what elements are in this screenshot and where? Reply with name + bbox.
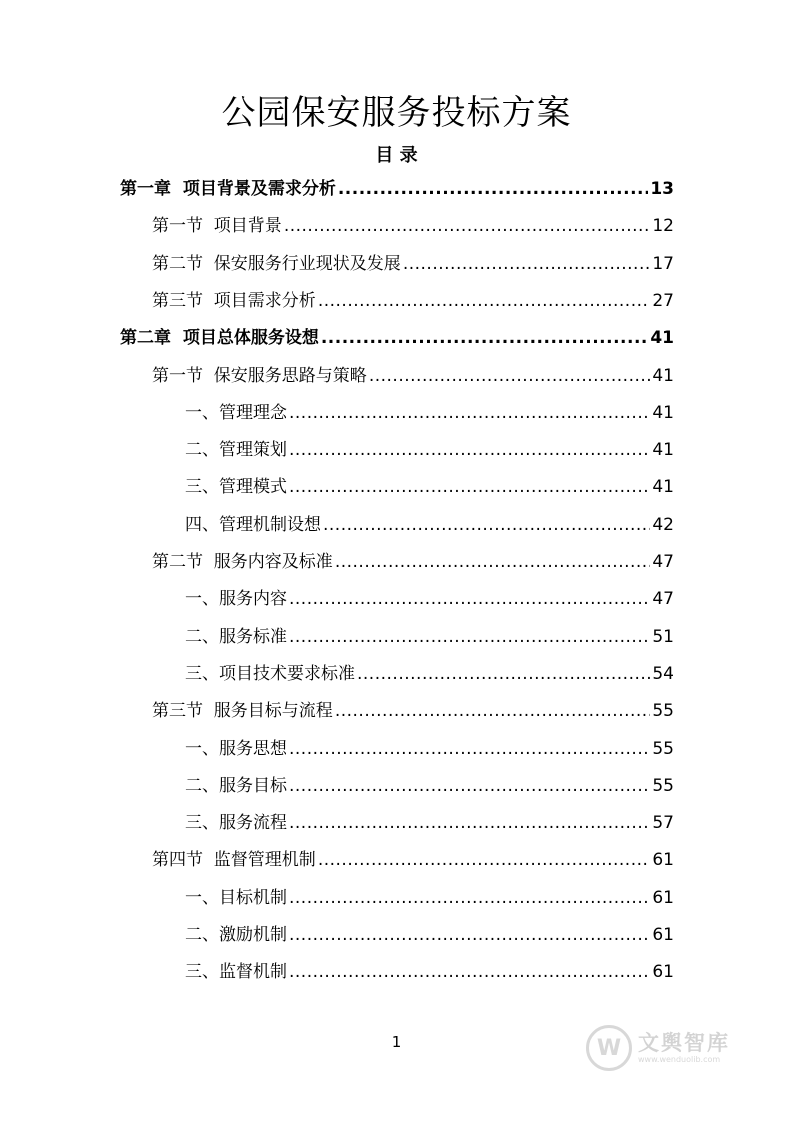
toc-subsection-entry[interactable]: [185, 959, 674, 985]
toc-section-entry[interactable]: [152, 288, 674, 314]
toc-entry-label: 三、管理模式: [185, 477, 287, 498]
toc-leader-dots: [289, 586, 650, 612]
toc-entry-page: 55: [652, 738, 674, 759]
toc-entry-label: 第二章 项目总体服务设想: [120, 328, 319, 349]
toc-entry-page: 41: [652, 440, 674, 461]
toc-entry-page: 13: [650, 179, 674, 199]
toc-section-entry[interactable]: [152, 698, 674, 724]
toc-entry-label: 一、服务思想: [185, 738, 287, 759]
toc-subsection-entry[interactable]: [185, 736, 674, 762]
toc-entry-label: 一、管理理念: [185, 402, 287, 423]
toc-entry-label: 第二节 保安服务行业现状及发展: [152, 253, 401, 274]
toc-entry-label: 一、目标机制: [185, 887, 287, 908]
toc-entry-page: 41: [652, 477, 674, 498]
toc-entry-label: 三、监督机制: [185, 962, 287, 983]
toc-entry-label: 三、项目技术要求标准: [185, 663, 355, 684]
toc-entry-label: 第一节 保安服务思路与策略: [152, 365, 367, 386]
toc-subsection-entry[interactable]: [185, 437, 674, 463]
toc-entry-page: 51: [652, 626, 674, 647]
toc-leader-dots: [289, 922, 650, 948]
toc-leader-dots: [289, 959, 650, 985]
toc-entry-page: 12: [652, 216, 674, 237]
toc-leader-dots: [289, 773, 650, 799]
toc-leader-dots: [403, 251, 651, 277]
toc-leader-dots: [289, 624, 650, 650]
toc-subsection-entry[interactable]: [185, 512, 674, 538]
toc-leader-dots: [289, 885, 650, 911]
toc-subsection-entry[interactable]: [185, 885, 674, 911]
toc-leader-dots: [335, 549, 651, 575]
toc-entry-label: 第一章 项目背景及需求分析: [120, 179, 336, 199]
toc-entry-page: 61: [652, 887, 674, 908]
toc-entry-page: 41: [650, 328, 674, 349]
toc-chapter-entry[interactable]: [120, 325, 674, 351]
toc-section-entry[interactable]: [152, 549, 674, 575]
toc-subsection-entry[interactable]: [185, 810, 674, 836]
toc-entry-label: 第三节 项目需求分析: [152, 290, 316, 311]
toc-subsection-entry[interactable]: [185, 474, 674, 500]
toc-entry-page: 41: [652, 365, 674, 386]
toc-entry-page: 61: [652, 850, 674, 871]
toc-leader-dots: [357, 661, 650, 687]
toc-entry-page: 61: [652, 962, 674, 983]
toc-entry-page: 27: [652, 290, 674, 311]
toc-leader-dots: [289, 437, 650, 463]
toc-entry-label: 四、管理机制设想: [185, 514, 321, 535]
toc-entry-page: 57: [652, 813, 674, 834]
watermark-url: www.wenduolib.com: [638, 1055, 721, 1064]
toc-entry-label: 第一节 项目背景: [152, 216, 282, 237]
toc-entry-page: 41: [652, 402, 674, 423]
toc-section-entry[interactable]: [152, 251, 674, 277]
toc-entry-page: 42: [652, 514, 674, 535]
toc-leader-dots: [289, 736, 650, 762]
toc-leader-dots: [318, 847, 651, 873]
toc-entry-page: 47: [652, 589, 674, 610]
toc-entry-label: 第三节 服务目标与流程: [152, 701, 333, 722]
toc-leader-dots: [369, 363, 651, 389]
toc-entry-label: 二、激励机制: [185, 925, 287, 945]
toc-entry-label: 二、管理策划: [185, 440, 287, 461]
toc-entry-label: 二、服务标准: [185, 626, 287, 647]
toc-entry-page: 55: [652, 701, 674, 722]
watermark-logo-icon: W: [586, 1025, 632, 1071]
toc-subsection-entry[interactable]: [185, 624, 674, 650]
toc-leader-dots: [335, 698, 651, 724]
toc-entry-label: 二、服务目标: [185, 775, 287, 796]
watermark-name: 文舆智库: [638, 1031, 730, 1055]
toc-entry-label: 第二节 服务内容及标准: [152, 552, 333, 572]
toc-subsection-entry[interactable]: [185, 773, 674, 799]
toc-chapter-entry[interactable]: [120, 176, 674, 202]
toc-entry-label: 三、服务流程: [185, 813, 287, 834]
toc-entry-page: 55: [652, 775, 674, 796]
toc-subsection-entry[interactable]: [185, 922, 674, 948]
watermark: [586, 1020, 756, 1076]
toc-entry-page: 17: [652, 253, 674, 274]
toc-entry-page: 61: [652, 925, 674, 945]
toc-leader-dots: [289, 474, 650, 500]
toc-entry-label: 一、服务内容: [185, 589, 287, 610]
toc-entry-page: 47: [652, 552, 674, 572]
toc-entry-label: 第四节 监督管理机制: [152, 850, 316, 871]
toc-leader-dots: [318, 288, 651, 314]
document-title: 公园保安服务投标方案: [221, 93, 572, 133]
toc-leader-dots: [289, 810, 650, 836]
toc-subsection-entry[interactable]: [185, 400, 674, 426]
toc-leader-dots: [321, 325, 648, 351]
toc-leader-dots: [284, 213, 651, 239]
toc-leader-dots: [323, 512, 650, 538]
toc-section-entry[interactable]: [152, 363, 674, 389]
toc-leader-dots: [338, 176, 648, 202]
toc-section-entry[interactable]: [152, 213, 674, 239]
toc-subsection-entry[interactable]: [185, 661, 674, 687]
toc-leader-dots: [289, 400, 650, 426]
toc-section-entry[interactable]: [152, 847, 674, 873]
toc-heading: 目 录: [375, 145, 418, 166]
toc-subsection-entry[interactable]: [185, 586, 674, 612]
page-number: 1: [391, 1033, 402, 1051]
toc-entry-page: 54: [652, 663, 674, 684]
